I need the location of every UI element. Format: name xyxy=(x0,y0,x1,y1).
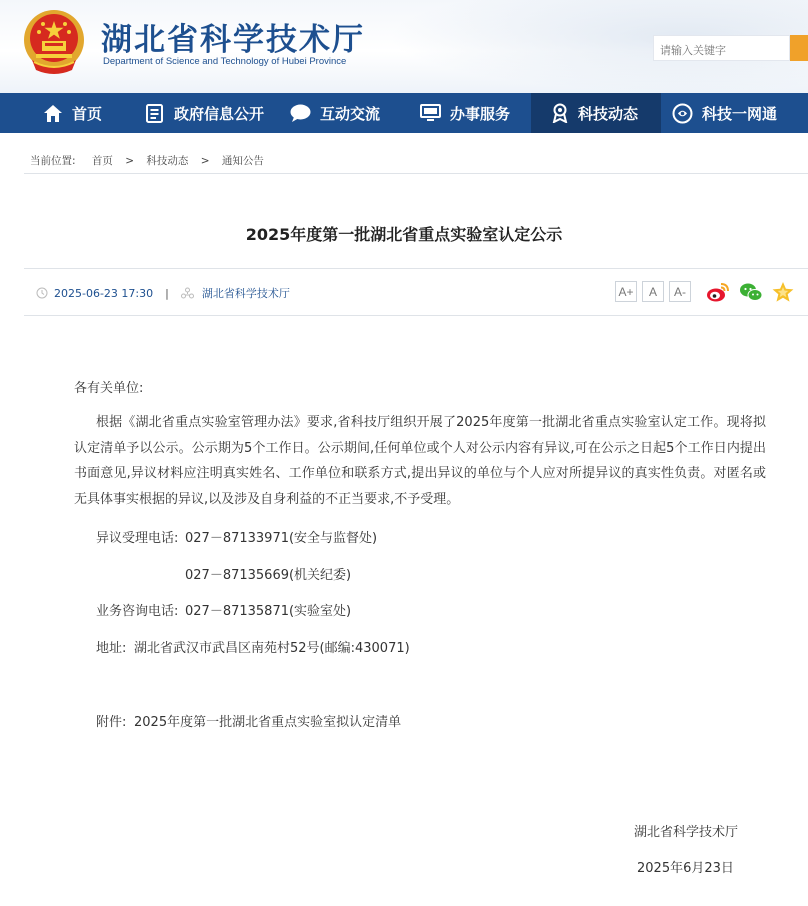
chat-icon xyxy=(290,104,311,122)
breadcrumb-link-home[interactable]: 首页 xyxy=(91,155,113,167)
divider xyxy=(24,268,808,269)
nav-item-label: 互动交流 xyxy=(320,104,381,123)
search-input[interactable] xyxy=(653,35,790,61)
search-button[interactable] xyxy=(790,35,808,61)
consult-label: 业务咨询电话: xyxy=(96,604,179,619)
breadcrumb-separator: > xyxy=(200,155,210,167)
article-title: 2025年度第一批湖北省重点实验室认定公示 xyxy=(245,225,563,244)
address-label: 地址: xyxy=(96,641,127,656)
publish-datetime: 2025-06-23 17:30 xyxy=(54,286,154,300)
nav-item-services[interactable] xyxy=(420,93,510,133)
breadcrumb-prefix: 当前位置: xyxy=(30,155,76,167)
font-decrease-button[interactable]: A- xyxy=(669,281,691,302)
divider xyxy=(24,173,808,174)
objection-phone-1: 027－87133971(安全与监督处) xyxy=(185,531,378,546)
breadcrumb-link-tech-news[interactable]: 科技动态 xyxy=(146,155,189,167)
national-emblem-icon[interactable] xyxy=(22,8,86,78)
objection-phone-2: 027－87135669(机关纪委) xyxy=(185,568,352,583)
article-source: 湖北省科学技术厅 xyxy=(201,287,290,300)
font-increase-button[interactable]: A+ xyxy=(615,281,637,302)
wechat-icon[interactable] xyxy=(739,281,763,303)
star-icon[interactable] xyxy=(771,281,795,303)
document-icon xyxy=(145,104,165,123)
divider xyxy=(24,315,808,316)
attachment-label: 附件: xyxy=(96,715,127,730)
breadcrumb-link-notices[interactable]: 通知公告 xyxy=(221,155,264,167)
nav-item-label: 首页 xyxy=(72,104,103,123)
nav-item-gov-info[interactable] xyxy=(145,93,264,133)
site-subtitle: Department of Science and Technology of Hubei Province xyxy=(103,56,347,67)
nav-item-label: 科技一网通 xyxy=(702,104,778,123)
font-default-button[interactable]: A xyxy=(642,281,664,302)
nav-item-one-network[interactable] xyxy=(672,93,777,133)
breadcrumb-separator: > xyxy=(125,155,135,167)
nav-item-label: 办事服务 xyxy=(450,104,511,123)
signature-date: 2025年6月23日 xyxy=(637,861,734,876)
nav-item-home[interactable] xyxy=(43,93,102,133)
nav-item-tech-news[interactable] xyxy=(531,93,661,133)
nav-item-label: 科技动态 xyxy=(578,104,639,123)
source-icon xyxy=(181,287,194,299)
award-icon xyxy=(551,103,569,123)
salutation: 各有关单位: xyxy=(74,381,144,396)
clock-icon xyxy=(36,287,48,299)
consult-phone: 027－87135871(实验室处) xyxy=(185,604,352,619)
main-nav xyxy=(0,93,808,133)
site-title[interactable]: 湖北省科学技术厅 xyxy=(101,22,365,58)
objection-label: 异议受理电话: xyxy=(96,531,179,546)
weibo-icon[interactable] xyxy=(706,281,730,303)
nav-item-label: 政府信息公开 xyxy=(174,104,265,123)
attachment-link[interactable]: 2025年度第一批湖北省重点实验室拟认定清单 xyxy=(134,715,402,730)
web-icon xyxy=(672,103,693,124)
meta-separator: | xyxy=(165,286,169,300)
article-paragraph: 根据《湖北省重点实验室管理办法》要求,省科技厅组织开展了2025年度第一批湖北省重点实验室认定工作。现将拟认定清单予以公示。公示期为5个工作日。公示期间,任何单位或个人对公示内容有异议,可在公示之日起5个工作日内提出书面意见,异议材料应注明真实姓名、工作单位和联系方式,提出异议的单位与个人应对所提异议的真实性负责。对匿名或无具体事实根据的异议,以及涉及自身利益的不正当要求,不予受理。 xyxy=(74,415,766,507)
monitor-icon xyxy=(420,104,441,122)
site-header xyxy=(0,0,808,93)
nav-item-interaction[interactable] xyxy=(290,93,380,133)
signature-org: 湖北省科学技术厅 xyxy=(634,825,739,840)
home-icon xyxy=(43,104,63,123)
breadcrumb xyxy=(30,153,264,168)
address: 湖北省武汉市武昌区南苑村52号(邮编:430071) xyxy=(134,641,410,656)
article-meta xyxy=(36,285,290,301)
